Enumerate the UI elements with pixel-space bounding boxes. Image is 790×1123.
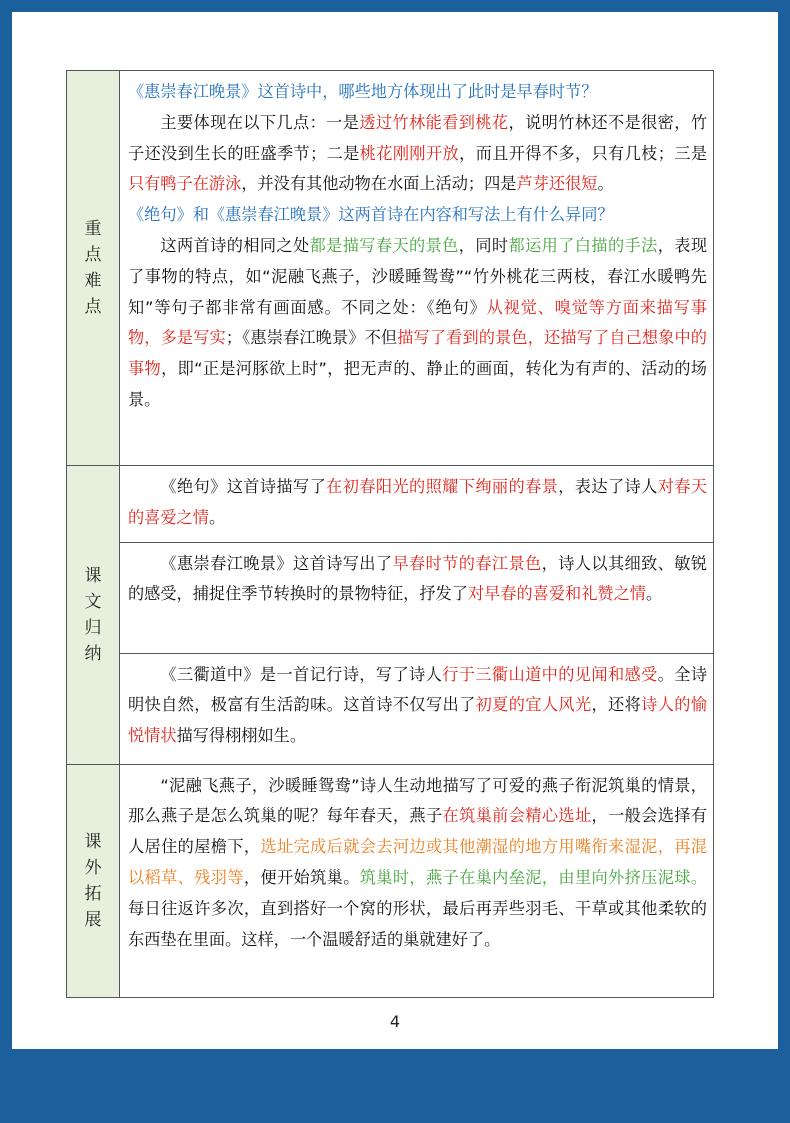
summary-jueju: 《绝句》这首诗描写了在初春阳光的照耀下绚丽的春景，表达了诗人对春天的喜爱之情。 [120,466,714,543]
summary-sanqu: 《三衢道中》是一首记行诗，写了诗人行于三衢山道中的见闻和感受。全诗明快自然，极富有生活韵味。这首诗不仅写出了初夏的宜人风光，还将诗人的愉悦情状描写得栩栩如生。 [120,653,714,764]
answer-1: 主要体现在以下几点：一是透过竹林能看到桃花，说明竹林还不是很密，竹子还没到生长的旺盛季节；二是桃花刚刚开放，而且开得不多，只有几枝；三是只有鸭子在游泳，并没有其他动物在水面上活动；四是芦芽还很短。 [128,112,708,194]
question-1: 《惠崇春江晚景》这首诗中，哪些地方体现出了此时是早春时节？ [128,82,598,101]
highlight: 都运用了白描的手法 [508,235,658,255]
highlight: 诗人的愉悦情状 [128,695,708,746]
extension-row [67,764,714,997]
highlight: 芦芽还很短 [516,174,598,194]
extension-content: “泥融飞燕子，沙暖睡鸳鸯”诗人生动地描写了可爱的燕子衔泥筑巢的情景，那么燕子是怎么筑巢的呢？每年春天，燕子在筑巢前会精心选址，一般会选择有人居住的屋檐下，选址完成后就会去河边或其他潮湿的地方用嘴衔来湿泥，再混以稻草、残羽等，便开始筑巢。筑巢时，燕子在巢内垒泥，由里向外挤压泥球。每日往返许多次，直到搭好一个窝的形状，最后再弄些羽毛、干草或其他柔软的东西垫在里面。这样，一个温暖舒适的巢就建好了。 [120,764,714,997]
question-2: 《绝句》和《惠崇春江晚景》这两首诗在内容和写法上有什么异同？ [128,205,614,225]
highlight: 透过竹林能看到桃花 [359,112,509,132]
study-notes-table [66,70,714,998]
key-difficulties-row [67,71,714,466]
extension-label: 课 外 拓 展 [67,764,120,997]
highlight: 对春天的喜爱之情 [128,477,708,527]
summary-huichong: 《惠崇春江晚景》这首诗写出了早春时节的春江景色，诗人以其细致、敏锐的感受，捕捉住季节转换时的景物特征，抒发了对早春的喜爱和礼赞之情。 [120,542,714,653]
highlight: 只有鸭子在游泳 [128,174,242,194]
highlight: 桃花刚刚开放 [359,143,460,163]
highlight: 都是描写春天的景色 [309,235,459,255]
highlight: 早春时节的春江景色 [392,553,542,573]
summary-row-2 [67,542,714,653]
key-difficulties-label: 重 点 难 点 [67,71,120,466]
summary-row-3 [67,653,714,764]
highlight: 行于三衢山道中的见闻和感受 [442,664,658,684]
text-summary-label: 课 文 归 纳 [67,466,120,765]
highlight: 在初春阳光的照耀下绚丽的春景 [326,477,559,496]
highlight: 在筑巢前会精心选址 [442,806,592,826]
highlight: 描写了看到的景色，还描写了自己想象中的事物 [128,328,707,379]
highlight: 筑巢时，燕子在巢内垒泥，由里向外挤压泥球。 [359,867,708,887]
summary-row-1 [67,466,714,543]
key-difficulties-content [120,71,714,466]
highlight: 初夏的宜人风光 [475,695,592,715]
page-number: 4 [389,1012,401,1031]
highlight: 对早春的喜爱和礼赞之情 [467,584,646,604]
highlight: 从视觉、嗅觉等方面来描写事物，多是写实 [128,297,707,348]
answer-2: 这两首诗的相同之处都是描写春天的景色，同时都运用了白描的手法，表现了事物的特点，如“泥融飞燕子，沙暖睡鸳鸯”“竹外桃花三两枝，春江水暖鸭先知”等句子都非常有画面感。不同之处：《绝句》从视觉、嗅觉等方面来描写事物，多是写实；《惠崇春江晚景》不但描写了看到的景色，还描写了自己想象中的事物，即“正是河豚欲上时”，把无声的、静止的画面，转化为有声的、活动的场景。 [128,235,708,409]
highlight: 选址完成后就会去河边或其他潮湿的地方用嘴衔来湿泥，再混以稻草、残羽等 [128,837,708,887]
